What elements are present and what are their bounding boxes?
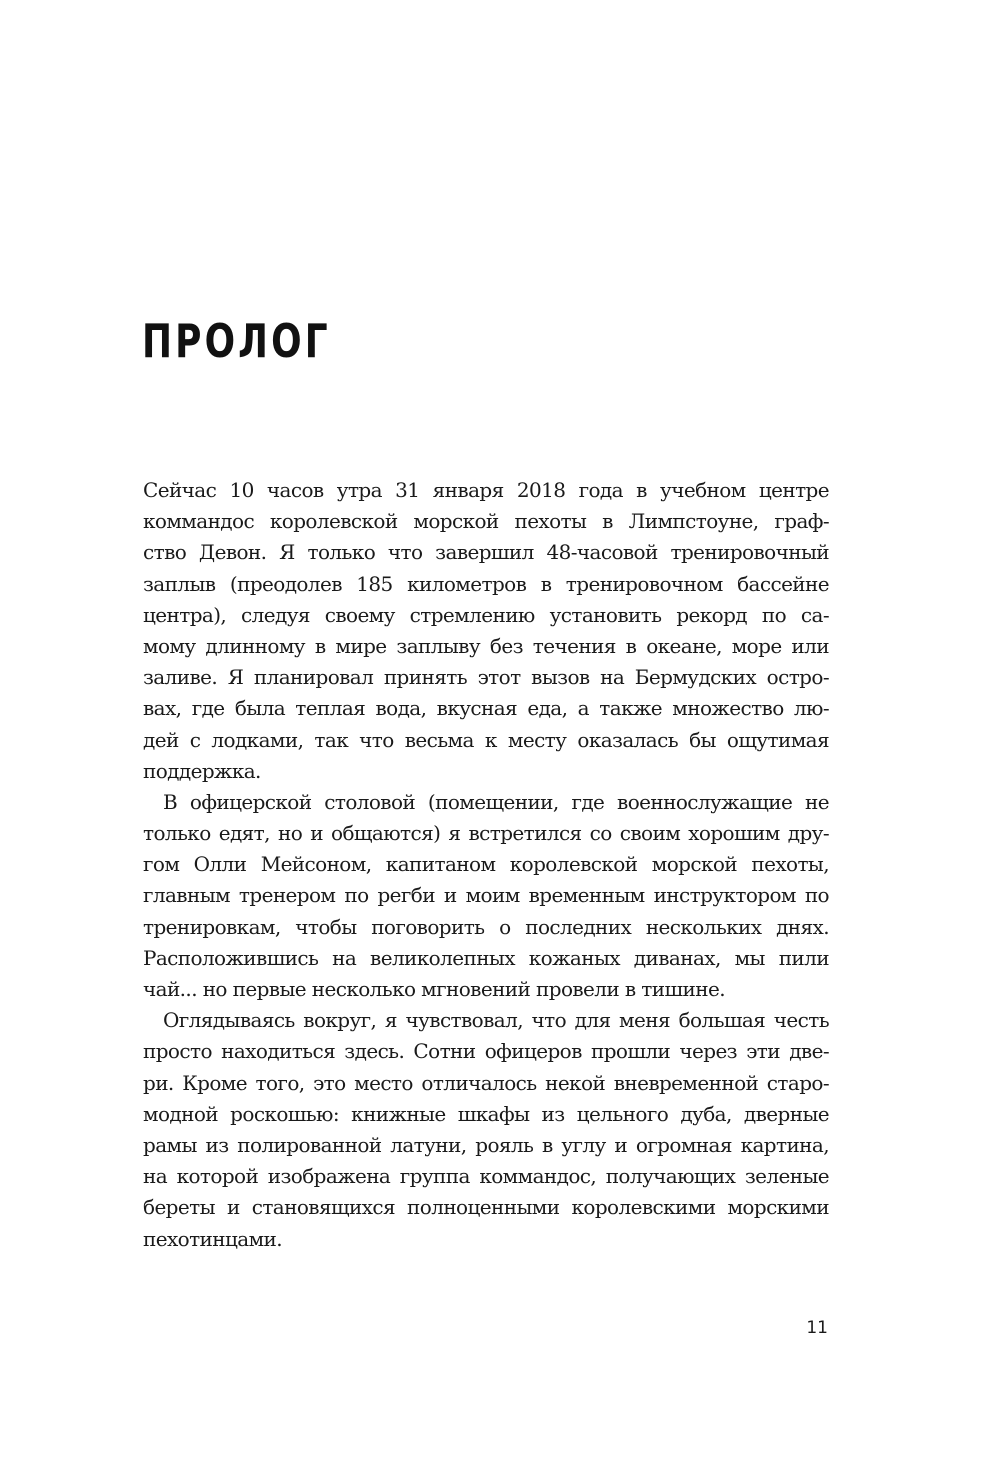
text-line: на которой изображена группа коммандос, получающих зеленые xyxy=(143,1164,829,1189)
text-line: ри. Кроме того, это место отличалось некой вневременной старо- xyxy=(143,1070,829,1095)
text-line: дей с лодками, так что весьма к месту оказалась бы ощутимая xyxy=(143,727,829,752)
text-line: тренировкам, чтобы поговорить о последних нескольких днях. xyxy=(143,914,829,939)
text-line: просто находиться здесь. Сотни офицеров прошли через эти две- xyxy=(143,1039,829,1064)
text-line: вах, где была теплая вода, вкусная еда, а также множество лю- xyxy=(143,696,829,721)
text-line: Оглядываясь вокруг, я чувствовал, что для меня большая честь xyxy=(163,1008,829,1033)
text-line: заплыв (преодолев 185 километров в тренировочном бассейне xyxy=(143,571,829,596)
text-line: гом Олли Мейсоном, капитаном королевской морской пехоты, xyxy=(143,852,829,877)
text-line: заливе. Я планировал принять этот вызов на Бермудских остро- xyxy=(143,665,829,690)
text-line: В офицерской столовой (помещении, где военнослужащие не xyxy=(163,789,829,814)
text-line: рамы из полированной латуни, рояль в углу и огромная картина, xyxy=(143,1132,829,1157)
text-line: центра), следуя своему стремлению установить рекорд по са- xyxy=(143,602,829,627)
chapter-title: ПРОЛОГ xyxy=(142,314,331,368)
text-line: чай... но первые несколько мгновений провели в тишине. xyxy=(143,977,725,1001)
text-line: главным тренером по регби и моим временным инструктором по xyxy=(143,883,829,908)
page-number: 11 xyxy=(806,1318,828,1338)
paragraph-3 xyxy=(143,1005,829,1255)
text-line: ство Девон. Я только что завершил 48-часовой тренировочный xyxy=(143,540,829,565)
text-line: коммандос королевской морской пехоты в Лимпстоуне, граф- xyxy=(143,509,829,534)
paragraph-1 xyxy=(143,475,829,787)
text-line: только едят, но и общаются) я встретился со своим хорошим дру- xyxy=(143,821,829,846)
text-line: модной роскошью: книжные шкафы из цельного дуба, дверные xyxy=(143,1101,829,1126)
text-line: мому длинному в мире заплыву без течения в океане, море или xyxy=(143,633,829,658)
paragraph-2 xyxy=(143,787,829,1005)
text-line: Расположившись на великолепных кожаных диванах, мы пили xyxy=(143,945,829,970)
text-line: поддержка. xyxy=(143,758,261,783)
text-line: пехотинцами. xyxy=(143,1226,283,1251)
body-text xyxy=(143,475,829,1255)
text-line: Сейчас 10 часов утра 31 января 2018 года в учебном центре xyxy=(143,478,829,502)
text-line: береты и становящихся полноценными королевскими морскими xyxy=(143,1195,829,1220)
